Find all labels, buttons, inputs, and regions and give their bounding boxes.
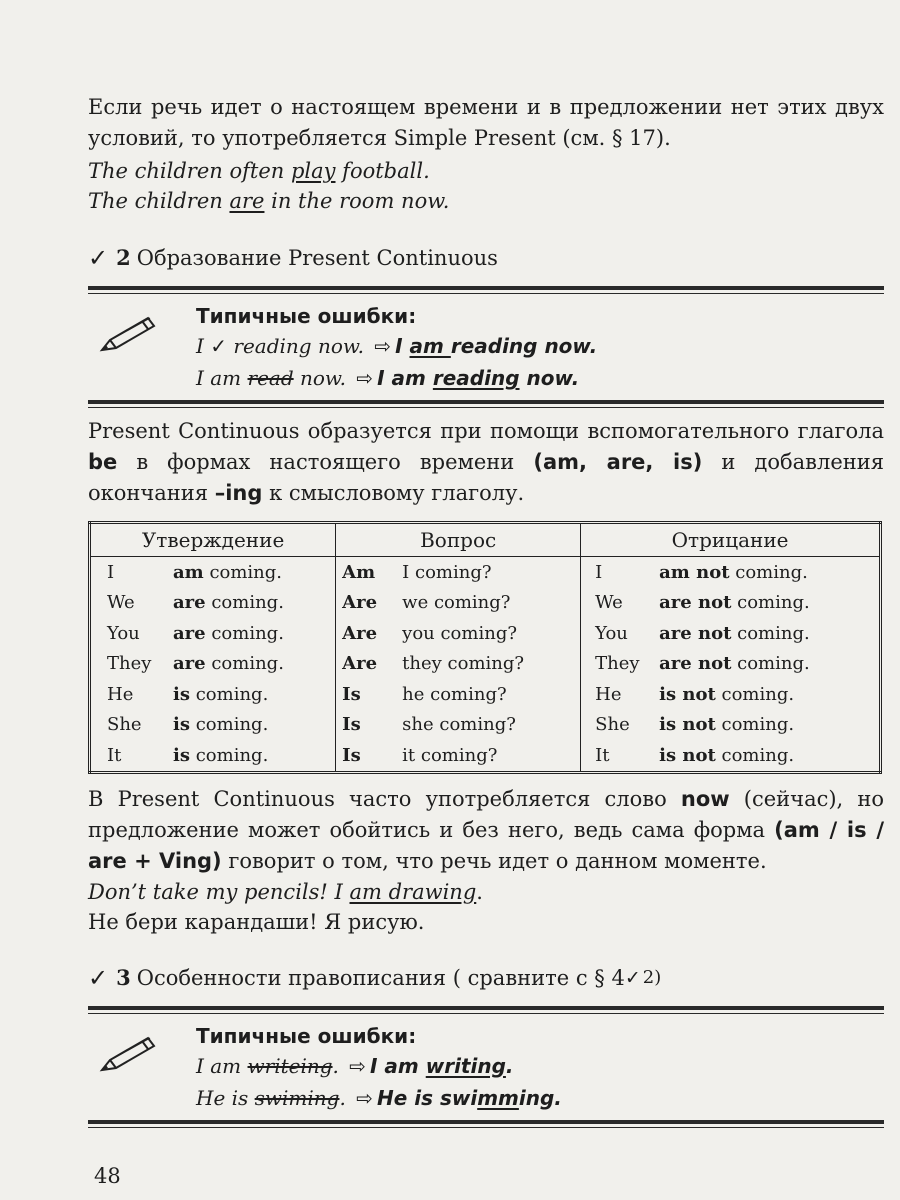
page-number: 48 [94,1164,121,1188]
table-cell: I [581,557,659,588]
note-paragraph: В Present Continuous часто употребляется слово now (сейчас), но предложение может обойтись и без него, ведь сама форма (am / is / are + Ving) говорит о том, что речь идет о данном моменте. [88,786,884,873]
divider [88,1120,884,1124]
section-heading-3: ✓ 3 Особенности правописания ( сравните с § 4 ✓ 2) [88,963,662,992]
divider [88,400,884,404]
table-cell: Are [336,649,402,680]
example-sentence: The children are in the room now. [88,189,450,213]
table-row [90,588,881,619]
checkmark-icon: ✓ [88,963,109,992]
table-row [90,710,881,741]
checkmark-icon: ✓ [88,244,109,272]
table-cell: They [581,649,659,680]
typical-errors-box [88,286,884,408]
table-cell: are coming. [173,622,284,644]
table-cell: is coming. [173,744,269,766]
table-row [90,618,881,649]
divider [88,1006,884,1010]
table-cell: We [107,592,135,614]
table-cell: Is [336,740,402,772]
table-header: Утверждение [90,523,336,557]
formation-paragraph: Present Continuous образуется при помощи вспомогательного глагола be в формах настоящего времени (am, are, is) и добавления окончания –ing к смысловому глаголу. [88,419,884,505]
divider [88,1127,884,1128]
table-cell: it coming? [402,744,498,766]
section-heading-2: ✓ 2 Образование Present Continuous [88,244,498,272]
table-cell: is coming. [173,714,269,736]
table-cell: they coming? [402,653,525,675]
error-example: I am writeing. ⇨ I am writing. [196,1053,514,1078]
table-cell: are not coming. [659,653,810,675]
errors-heading: Типичные ошибки: [196,1023,417,1048]
page-content [88,92,884,1128]
table-header: Отрицание [581,523,881,557]
table-row [90,649,881,680]
table-cell: We [581,588,659,619]
table-row [90,679,881,710]
table-cell: is not coming. [659,744,795,766]
checkmark-icon: ✓ [624,966,641,989]
table-cell: He [107,683,134,705]
example-sentence: Don’t take my pencils! I am drawing. [88,879,483,904]
example-sentence: The children often play football. [88,159,430,183]
intro-paragraph: Если речь идет о настоящем времени и в предложении нет этих двух условий, то употребляется Simple Present (см. § 17). [88,95,884,150]
table-row [90,740,881,772]
table-cell: Is [336,679,402,710]
table-cell: she coming? [402,714,516,736]
table-cell: am not coming. [659,561,808,583]
table-cell: She [581,710,659,741]
table-cell: you coming? [402,622,517,644]
error-example: I am read now. ⇨ I am reading now. [196,366,580,390]
table-cell: are coming. [173,592,284,614]
error-example: I ✓ reading now. ⇨ I am reading now. [196,334,598,358]
arrow-icon: ⇨ [349,1053,367,1078]
arrow-icon: ⇨ [356,1085,373,1110]
conjugation-table [88,521,882,774]
table-cell: am coming. [173,561,283,583]
table-header: Вопрос [336,523,581,557]
table-cell: we coming? [402,592,511,614]
arrow-icon: ⇨ [356,366,374,390]
table-cell: Are [336,618,402,649]
table-cell: He [581,679,659,710]
table-cell: he coming? [402,683,507,705]
table-cell: is not coming. [659,714,795,736]
translation: Не бери карандаши! Я рисую. [88,909,425,934]
table-cell: is coming. [173,683,269,705]
table-cell: Are [336,588,402,619]
table-cell: Is [336,710,402,741]
table-cell: It [581,740,659,772]
errors-heading: Типичные ошибки: [196,304,417,328]
table-cell: It [107,744,122,766]
table-cell: She [107,714,142,736]
table-row [90,557,881,588]
error-example: He is swiming. ⇨ He is swimming. [196,1085,562,1110]
table-cell: are not coming. [659,622,810,644]
table-cell: I coming? [402,561,492,583]
table-cell: They [107,653,152,675]
table-cell: is not coming. [659,683,795,705]
table-cell: You [581,618,659,649]
pencil-icon [98,314,158,354]
divider [88,286,884,290]
table-cell: are not coming. [659,592,810,614]
typical-errors-box [88,1006,884,1128]
table-cell: Am [336,557,402,588]
table-cell: I [107,561,115,583]
table-cell: You [107,622,140,644]
arrow-icon: ⇨ [374,334,392,358]
pencil-icon [98,1034,158,1074]
divider [88,407,884,408]
table-cell: are coming. [173,653,284,675]
